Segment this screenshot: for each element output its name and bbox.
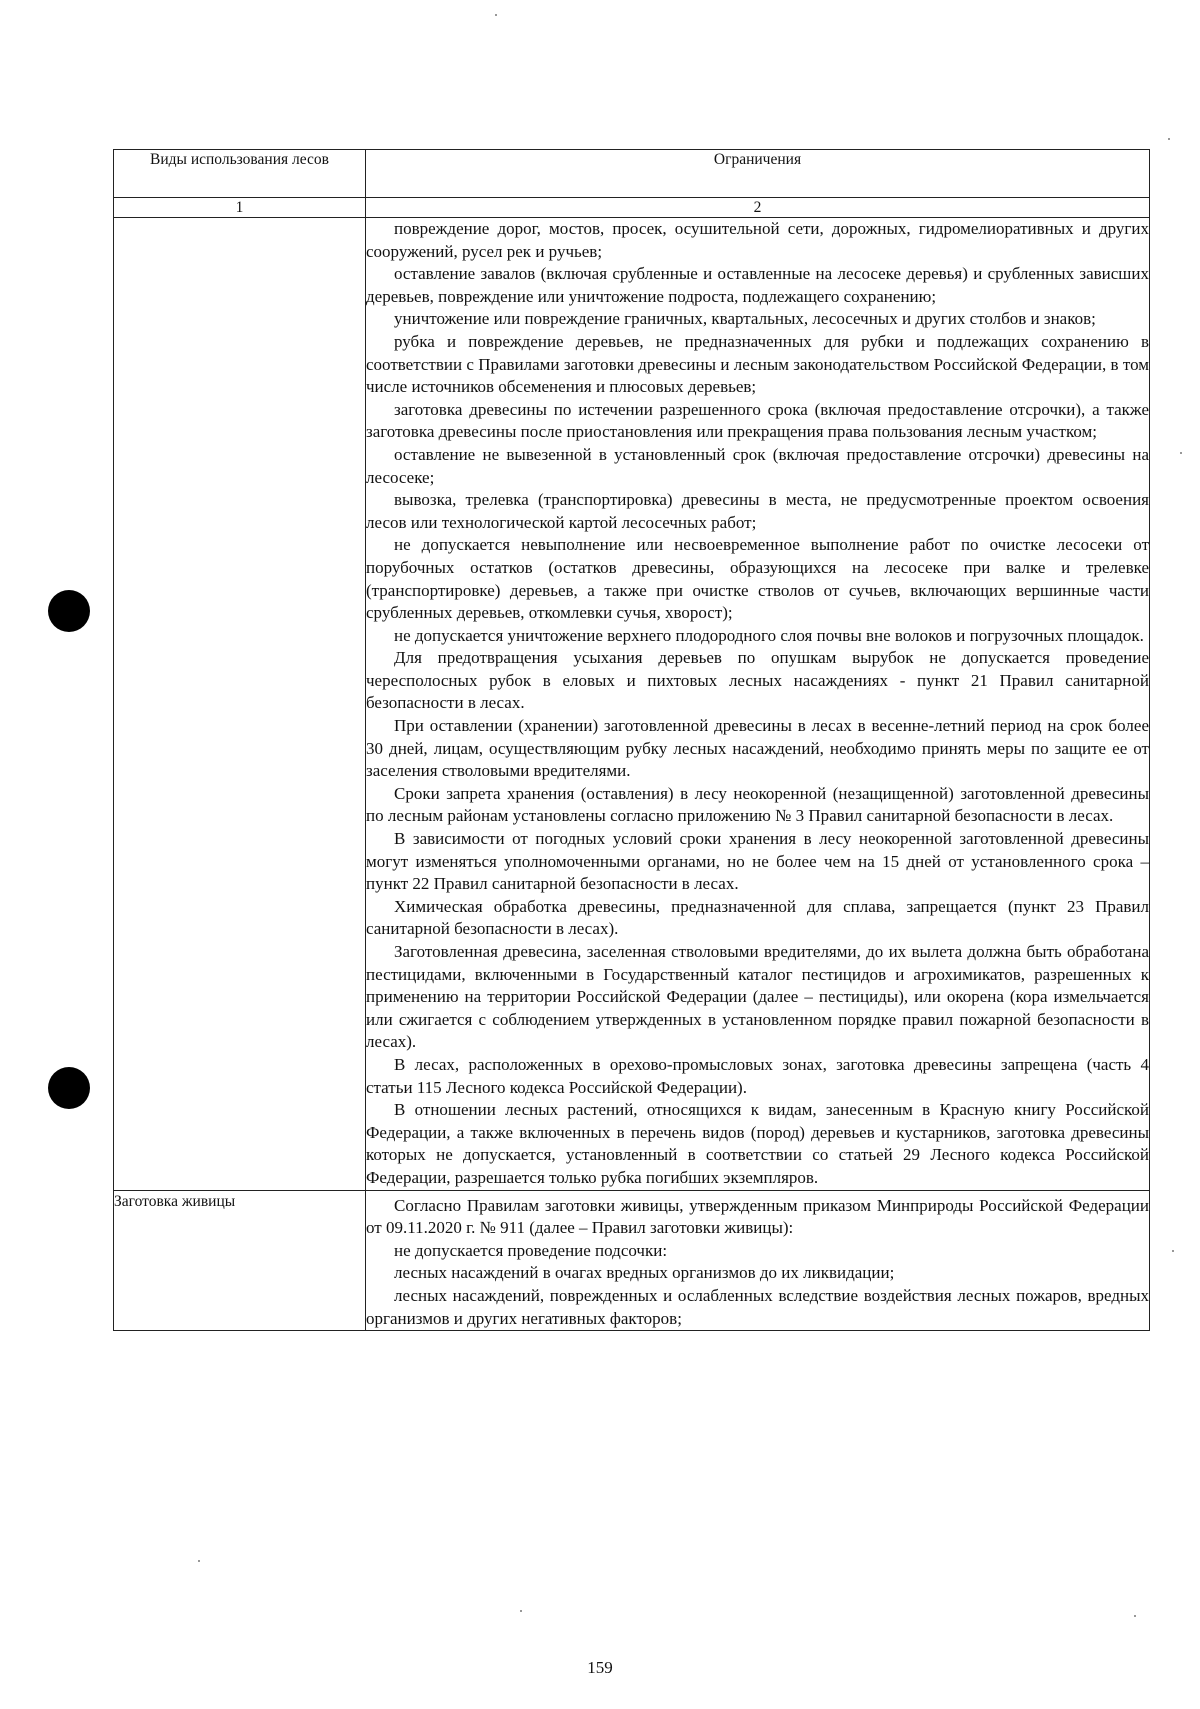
restriction-paragraph: В лесах, расположенных в орехово-промысловых зонах, заготовка древесины запрещена (часть 4 статьи 115 Лесного кодекса Российской Федерации). bbox=[366, 1054, 1149, 1097]
restriction-paragraph: Для предотвращения усыхания деревьев по опушкам вырубок не допускается проведение чересполосных рубок в еловых и пихтовых лесных насаждениях - пункт 21 Правил санитарной безопасности в лесах. bbox=[366, 648, 1149, 713]
header-forest-use-types: Виды использования лесов bbox=[114, 150, 366, 198]
table-row bbox=[114, 218, 1150, 1191]
column-number-2: 2 bbox=[366, 198, 1150, 218]
restrictions-cell bbox=[366, 218, 1150, 1191]
restriction-paragraph: оставление завалов (включая срубленные и оставленные на лесосеке деревья) и срубленных зависших деревьев, повреждение или уничтожение подроста, подлежащего сохранению; bbox=[366, 264, 1149, 306]
page-number: 159 bbox=[587, 1658, 613, 1677]
restriction-paragraph: рубка и повреждение деревьев, не предназначенных для рубки и подлежащих сохранению в соответствии с Правилами заготовки древесины и лесным законодательством Российской Федерации, в том числе источников обсеменения и плюсовых деревьев; bbox=[366, 331, 1149, 397]
restriction-paragraph: лесных насаждений, поврежденных и ослабленных вследствие воздействия лесных пожаров, вредных организмов и других негативных факторов; bbox=[366, 1285, 1149, 1328]
restriction-paragraph: заготовка древесины по истечении разрешенного срока (включая предоставление отсрочки), а также заготовка древесины после приостановления или прекращения права пользования лесным участком; bbox=[366, 399, 1149, 442]
restriction-paragraph: При оставлении (хранении) заготовленной древесины в лесах в весенне-летний период на срок более 30 дней, лицам, осуществляющим рубку лесных насаждений, необходимо принять меры по защите ее от заселения стволовыми вредителями. bbox=[366, 716, 1149, 781]
scan-speck bbox=[520, 1610, 522, 1612]
scan-speck bbox=[1134, 1615, 1136, 1617]
scan-speck bbox=[495, 14, 497, 16]
forest-use-type-cell bbox=[114, 218, 366, 1191]
column-number-row bbox=[114, 198, 1150, 218]
restriction-paragraph: В зависимости от погодных условий сроки хранения в лесу неокоренной заготовленной древесины могут изменяться уполномоченными органами, но не более чем на 15 дней от установленного срока – пункт 22 Правил санитарной безопасности в лесах. bbox=[366, 829, 1149, 894]
restriction-paragraph: Заготовленная древесина, заселенная стволовыми вредителями, до их вылета должна быть обработана пестицидами, включенными в Государственный каталог пестицидов и агрохимикатов, разрешенных к применению на территории Российской Федерации (далее – пестициды), или окорена (кора измельчается или сжигается с соблюдением утвержденных в установленном порядке правил пожарной безопасности в лесах). bbox=[366, 942, 1149, 1052]
restriction-paragraph: Согласно Правилам заготовки живицы, утвержденным приказом Минприроды Российской Федерации от 09.11.2020 г. № 911 (далее – Правил заготовки живицы): bbox=[366, 1195, 1149, 1238]
scan-speck bbox=[1168, 138, 1170, 140]
table-row bbox=[114, 1190, 1150, 1331]
restriction-paragraph: лесных насаждений в очагах вредных организмов до их ликвидации; bbox=[394, 1263, 895, 1283]
restriction-paragraph: оставление не вывезенной в установленный срок (включая предоставление отсрочки) древесины на лесосеке; bbox=[366, 444, 1149, 487]
header-restrictions: Ограничения bbox=[366, 150, 1150, 198]
restriction-paragraph: повреждение дорог, мостов, просек, осушительной сети, дорожных, гидромелиоративных и других сооружений, русел рек и ручьев; bbox=[366, 219, 1149, 261]
scan-speck bbox=[1172, 1250, 1174, 1252]
binder-hole-top bbox=[48, 590, 90, 632]
restriction-paragraph: уничтожение или повреждение граничных, квартальных, лесосечных и других столбов и знаков; bbox=[394, 309, 1096, 329]
table-header-row bbox=[114, 150, 1150, 198]
restriction-paragraph: не допускается уничтожение верхнего плодородного слоя почвы вне волоков и погрузочных площадок. bbox=[394, 625, 1144, 645]
restriction-paragraph: Сроки запрета хранения (оставления) в лесу неокоренной (незащищенной) заготовленной древесины по лесным районам установлены согласно приложению № 3 Правил санитарной безопасности в лесах. bbox=[366, 783, 1149, 826]
forest-use-type-cell: Заготовка живицы bbox=[114, 1190, 366, 1331]
restriction-paragraph: вывозка, трелевка (транспортировка) древесины в места, не предусмотренные проектом освоения лесов или технологической картой лесосечных работ; bbox=[366, 490, 1149, 532]
restriction-paragraph: В отношении лесных растений, относящихся к видам, занесенным в Красную книгу Российской Федерации, а также включенных в перечень видов (пород) деревьев и кустарников, заготовка древесины которых не допускается, установленный в соответствии со статьей 29 Лесного кодекса Российской Федерации, разрешается только рубка погибших экземпляров. bbox=[366, 1100, 1149, 1187]
restrictions-cell bbox=[366, 1190, 1150, 1331]
binder-hole-bottom bbox=[48, 1067, 90, 1109]
restriction-paragraph: не допускается невыполнение или несвоевременное выполнение работ по очистке лесосеки от порубочных остатков (остатков древесины, образующихся на лесосеке при валке и трелевке (транспортировке) деревьев, а также при очистке стволов от сучьев, включающих вершинные части срубленных деревьев, откомлевки сучья, хворост); bbox=[366, 535, 1149, 623]
scan-speck bbox=[198, 1560, 200, 1562]
restriction-paragraph: Химическая обработка древесины, предназначенной для сплава, запрещается (пункт 23 Правил санитарной безопасности в лесах). bbox=[366, 896, 1149, 939]
restriction-paragraph: не допускается проведение подсочки: bbox=[394, 1240, 668, 1260]
scan-speck bbox=[1180, 452, 1182, 454]
column-number-1: 1 bbox=[114, 198, 366, 218]
restrictions-table bbox=[113, 149, 1150, 1331]
